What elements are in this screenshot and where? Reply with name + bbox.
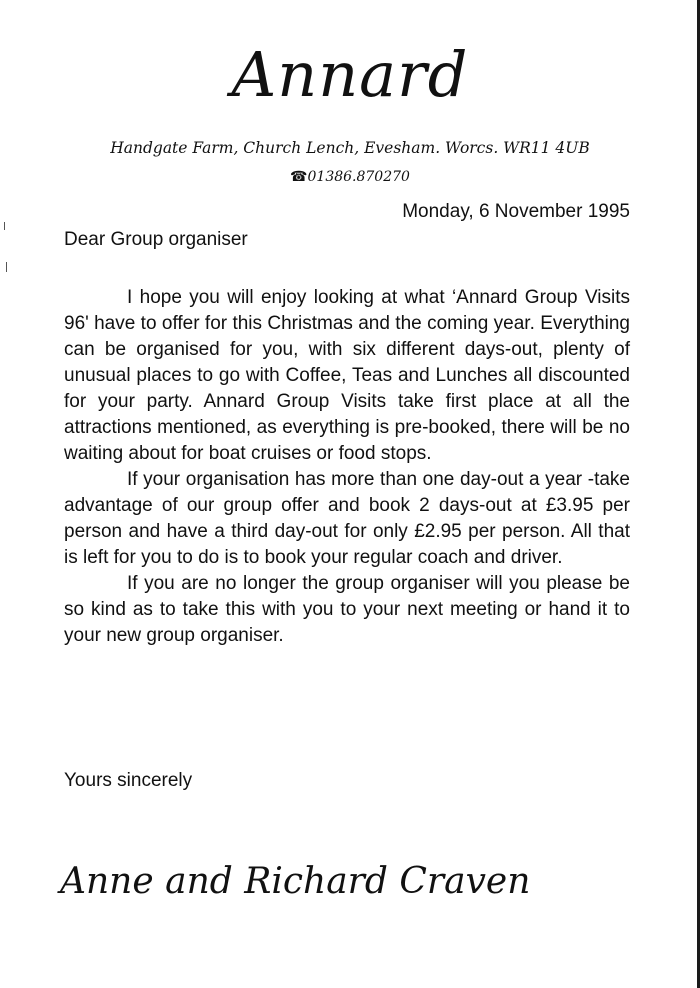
- letterhead-address: Handgate Farm, Church Lench, Evesham. Worcs. WR11 4UB: [110, 139, 590, 157]
- body-paragraph: If you are no longer the group organiser will you please be so kind as to take this with you to your next meeting or hand it to your new group organiser.: [64, 573, 630, 646]
- telephone-icon: ☎: [290, 169, 308, 185]
- scan-mark: [4, 222, 5, 230]
- phone-number: 01386.870270: [307, 169, 410, 185]
- scan-mark: [6, 262, 7, 272]
- body-paragraph: I hope you will enjoy looking at what ‘Annard Group Visits 96' have to offer for this Christmas and the coming year. Everything can be organised for you, with six different days-out, plenty of unusual places to go with Coffee, Teas and Lunches all discounted for your party. Annard Group Visits take first place at all the attractions mentioned, as everything is pre-booked, there will be no waiting about for boat cruises or food stops.: [64, 287, 630, 464]
- letterhead-logo: Annard: [231, 38, 469, 111]
- letter-date: Monday, 6 November 1995: [402, 201, 630, 222]
- salutation: Dear Group organiser: [64, 229, 248, 250]
- closing-line: Yours sincerely: [64, 770, 193, 791]
- letter-body: [64, 285, 630, 649]
- letterhead-phone: [0, 168, 700, 186]
- body-paragraph: If your organisation has more than one day-out a year -take advantage of our group offer and book 2 days-out at £3.95 per person and have a third day-out for only £2.95 per person. All that is left for you to do is to book your regular coach and driver.: [64, 469, 630, 568]
- handwritten-signature: Anne and Richard Craven: [60, 861, 531, 902]
